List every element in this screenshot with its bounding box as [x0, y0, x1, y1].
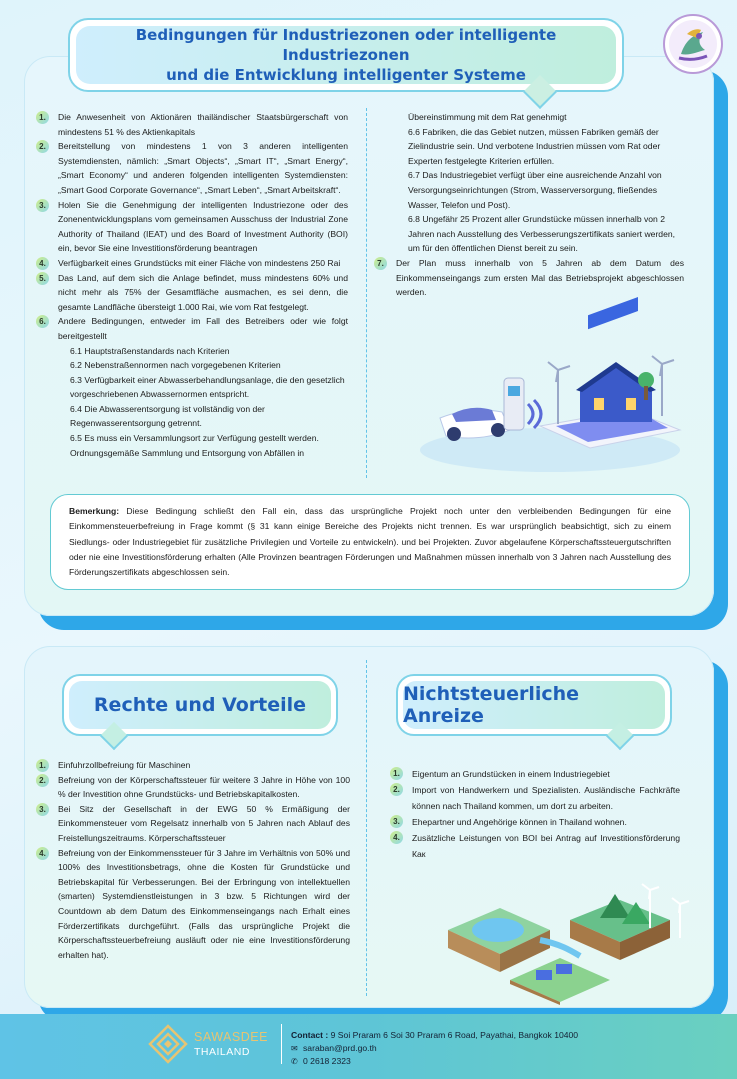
number-badge: 1.	[36, 111, 49, 124]
contact-block	[291, 1029, 578, 1068]
contact-phone-row	[291, 1055, 578, 1068]
condition-item-1: 1. Die Anwesenheit von Aktionären thailändischer Staatsbürgerschaft von mindestens 51 % des Aktienkapitals	[36, 110, 348, 139]
brand-mark-icon	[148, 1024, 188, 1064]
conditions-right-column	[374, 110, 684, 300]
rights-item-4: 4. Befreiung von der Einkommenssteuer für 3 Jahre im Verhältnis von 50% und 100% des Investitionsbetrags, ohne die Kosten für Grundstücke und Betriebskapital für Verbesserungen. Bei der Erbringung von intellektuellen (smarten) Systemdienstleistungen in 3 bzw. 5 Richtungen wird der Countdown ab dem Datum des Einkommenseingangs nach Erhalt eines Förderzertifikats durchgeführt. (Falls das ursprüngliche Projekt die Körperschaftssteuerbefreiung ausläuft oder nie eine Investitionsförderung erhalten hat).	[36, 846, 350, 963]
sub-item-6-3: 6.3 Verfügbarkeit einer Abwasserbehandlungsanlage, die den gesetzlich vorgeschriebenen Abwassernormen entspricht.	[70, 374, 345, 400]
rights-list	[36, 758, 350, 962]
non-tax-heading-bubble	[396, 674, 672, 736]
non-tax-item-3: 3. Ehepartner und Angehörige können in Thailand wohnen.	[390, 814, 680, 830]
condition-item-7: 7. Der Plan muss innerhalb von 5 Jahren ab dem Datum des Einkommenseingangs zum ersten Mal das Betriebsprojekt abgeschlossen werden.	[374, 256, 684, 300]
contact-label: Contact :	[291, 1030, 329, 1040]
remark-text: Diese Bedingung schließt den Fall ein, dass das ursprüngliche Projekt noch unter den verbleibenden Bedingungen für eine Einkommensteuerbefreiung in Frage kommt (§ 31 kann einige Bereiche des Projekts nicht trennen. Es war ursprünglich beabsichtigt, sich zu einem Siedlungs- oder Industriegebiet für zusätzliche Privilegien und Vorteile zu entwickeln). und bei Projekten. Zuvor abgelaufene Körperschaftssteuergutschriften oder nie eine Investitionsförderung erhalten (Alle Provinzen beantragen Förderungen und Maßnahmen müssen innerhalb von 3 Jahren nach Ausstellung des Förderungszertifikats abgeschlossen sein.	[69, 506, 671, 578]
number-badge: 4.	[390, 831, 403, 844]
number-badge: 6.	[36, 315, 49, 328]
non-tax-item-4: 4. Zusätzliche Leistungen von BOI bei Antrag auf Investitionsförderung Как	[390, 830, 680, 862]
rights-heading: Rechte und Vorteile	[69, 681, 331, 729]
bottom-column-divider	[366, 660, 367, 996]
sub-item-6-4: 6.4 Die Abwasserentsorgung ist vollständig von der Regenwasserentsorgung getrennt.	[70, 403, 265, 429]
contact-phone[interactable]: 0 2618 2323	[303, 1056, 351, 1066]
number-badge: 7.	[374, 257, 387, 270]
number-badge: 4.	[36, 847, 49, 860]
green-energy-illustration	[440, 880, 700, 1005]
condition-item-6: 6. Andere Bedingungen, entweder im Fall des Betreibers oder wie folgt bereitgestellt	[36, 314, 348, 343]
rights-item-3: 3. Bei Sitz der Gesellschaft in der EWG 50 % Ermäßigung der Einkommensteuer vom Regelsatz innerhalb von 5 Jahren nach Ablauf des Freistellungszeitraums. Körperschaftssteuer	[36, 802, 350, 846]
remark-box	[50, 494, 690, 590]
sub-item-6-2: 6.2 Nebenstraßennormen nach vorgegebenen Kriterien	[70, 360, 281, 371]
sub-item-6-7: 6.7 Das Industriegebiet verfügt über eine ausreichende Anzahl von Versorgungseinrichtungen (Strom, Wasserversorgung, fließendes Wasser, Telefon und Post).	[408, 170, 662, 210]
brand-logo	[148, 1022, 278, 1066]
number-badge: 3.	[36, 803, 49, 816]
sub-item-6-1: 6.1 Hauptstraßenstandards nach Kriterien	[70, 345, 230, 356]
page-title-line2: und die Entwicklung intelligenter Systeme	[166, 66, 526, 84]
footer-divider	[281, 1024, 282, 1064]
contact-email-row	[291, 1042, 578, 1055]
number-badge: 3.	[390, 815, 403, 828]
rights-item-2: 2. Befreiung von der Körperschaftssteuer für weitere 3 Jahre in Höhe von 100 % der Investition ohne Grundstücks- und Betriebskapitalkosten.	[36, 773, 350, 802]
brand-name-line1: SAWASDEE	[194, 1030, 268, 1044]
condition-item-2: 2. Bereitstellung von mindestens 1 von 3 anderen intelligenten Systemdiensten, nämlich: „Smart Objects“, „Smart IT“, „Smart Energy“, „Smart Economy“ und anderen folgenden intelligenten Systemdiensten: „Smart Good Corporate Governance“, „Smart Leben“, „Smart Arbeitskraft“.	[36, 139, 348, 197]
non-tax-item-1: 1. Eigentum an Grundstücken in einem Industriegebiet	[390, 766, 680, 782]
rights-heading-bubble	[62, 674, 338, 736]
contact-email[interactable]: saraban@prd.go.th	[303, 1043, 377, 1053]
number-badge: 2.	[36, 774, 49, 787]
condition-item-3: 3. Holen Sie die Genehmigung der intelligenten Industriezone oder des Zonenentwicklungsplans vom gemeinsamen Ausschuss der Industrial Zone Authority of Thailand (IEAT) und des Board of Investment Authority (BOI) ein, bevor Sie eine Investitionsförderung beantragen	[36, 198, 348, 256]
phone-icon: ✆	[291, 1057, 298, 1066]
conditions-left-column	[36, 110, 348, 460]
number-badge: 4.	[36, 257, 49, 270]
contact-address-row	[291, 1029, 578, 1042]
brand-name-line2: THAILAND	[194, 1046, 250, 1058]
envelope-icon: ✉	[291, 1044, 298, 1053]
number-badge: 1.	[36, 759, 49, 772]
non-tax-heading: Nichtsteuerliche Anreize	[403, 681, 665, 729]
sub-item-continuation: Übereinstimmung mit dem Rat genehmigt	[408, 112, 567, 122]
remark-label: Bemerkung:	[69, 506, 120, 516]
number-badge: 2.	[390, 783, 403, 796]
non-tax-list	[390, 766, 680, 862]
condition-item-5: 5. Das Land, auf dem sich die Anlage befindet, muss mindestens 60% und nicht mehr als 75% der Gesamtfläche ausmachen, es sei denn, die gesamte Landfläche übersteigt 1.000 Rai, wie vom Rat festgelegt.	[36, 271, 348, 315]
number-badge: 3.	[36, 199, 49, 212]
smart-city-illustration	[410, 330, 700, 480]
number-badge: 5.	[36, 272, 49, 285]
contact-address: 9 Soi Praram 6 Soi 30 Praram 6 Road, Payathai, Bangkok 10400	[328, 1030, 579, 1040]
sub-item-6-8: 6.8 Ungefähr 25 Prozent aller Grundstücke müssen innerhalb von 2 Jahren nach Ausstellung des Verbesserungszertifikats saniert werden, um für den öffentlichen Dienst bereit zu sein.	[408, 214, 676, 254]
rights-item-1: 1. Einfuhrzollbefreiung für Maschinen	[36, 758, 350, 773]
non-tax-item-2: 2. Import von Handwerkern und Spezialisten. Ausländische Fachkräfte können nach Thailand kommen, um dort zu arbeiten.	[390, 782, 680, 814]
page-title-bubble	[68, 18, 624, 92]
condition-item-4: 4. Verfügbarkeit eines Grundstücks mit einer Fläche von mindestens 250 Rai	[36, 256, 348, 271]
sub-item-6-6: 6.6 Fabriken, die das Gebiet nutzen, müssen Fabriken gemäß der Zielindustrie sein. Und verbotene Industrien müssen vom Rat oder Experten festgelegte Kriterien erfüllen.	[408, 126, 661, 166]
agency-logo	[663, 14, 723, 74]
number-badge: 1.	[390, 767, 403, 780]
number-badge: 2.	[36, 140, 49, 153]
sub-item-6-5: 6.5 Es muss ein Versammlungsort zur Verfügung gestellt werden. Ordnungsgemäße Sammlung und Entsorgung von Abfällen in	[70, 433, 319, 458]
column-divider	[366, 108, 367, 478]
page-title-line1: Bedingungen für Industriezonen oder intelligente Industriezonen	[135, 26, 557, 64]
